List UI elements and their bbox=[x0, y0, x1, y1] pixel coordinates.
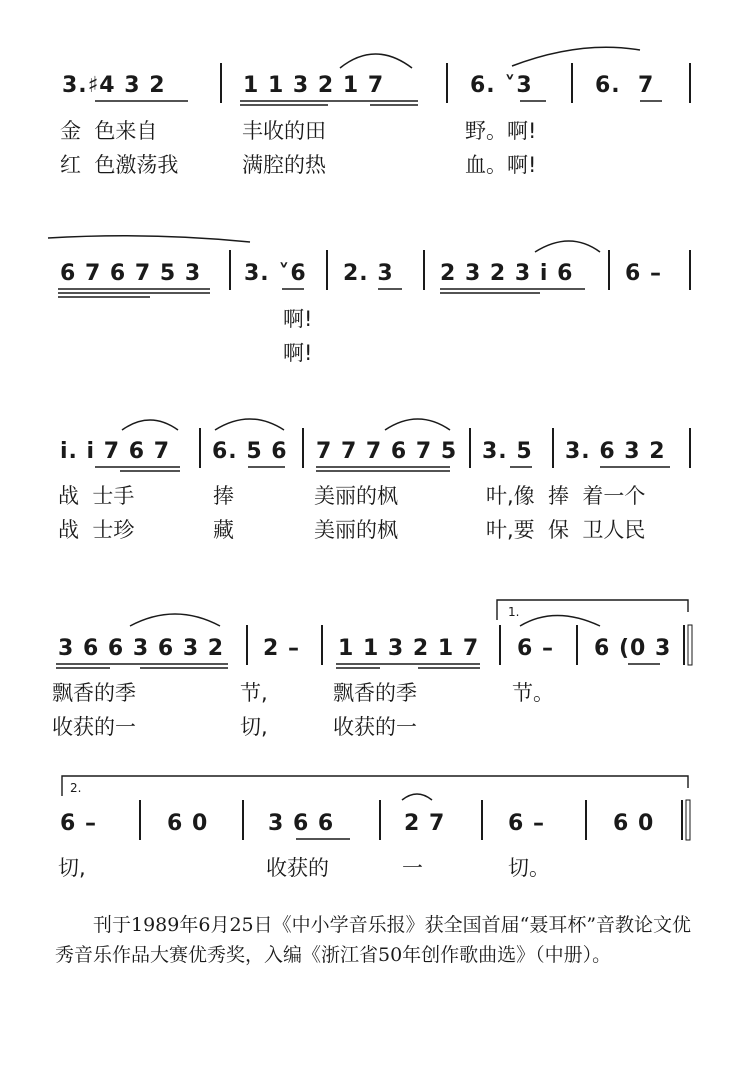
barlines-row-2 bbox=[230, 250, 690, 290]
measure-notes: 3 6 6 bbox=[268, 811, 335, 836]
lyric-text: 血。啊! bbox=[465, 153, 537, 177]
lyric-text: 切。 bbox=[508, 856, 550, 880]
measure-notes: 6 (0 3 bbox=[594, 636, 672, 661]
lyric-text: 藏 bbox=[213, 518, 234, 542]
measure-notes: 1 1 3 2 1 7 bbox=[338, 636, 480, 661]
measure-notes: 6 0 bbox=[613, 811, 655, 836]
lyric-text: 切, bbox=[240, 715, 268, 739]
lyric-text: 啊! bbox=[283, 307, 313, 331]
lyric-text: 飘香的季 bbox=[333, 681, 417, 705]
slur bbox=[402, 794, 432, 800]
measure-notes: 3 6 6 3 6 3 2 bbox=[58, 636, 225, 661]
measure-notes: 6 0 bbox=[167, 811, 209, 836]
slur bbox=[535, 241, 600, 252]
barlines-row-4 bbox=[247, 625, 684, 665]
lyric-text: 野。啊! bbox=[465, 119, 537, 143]
measure-notes: 3. ˅6 bbox=[244, 261, 307, 286]
lyric-text: 收获的一 bbox=[52, 715, 136, 739]
lyric-text: 捧 bbox=[213, 484, 234, 508]
slur bbox=[122, 420, 178, 430]
lyric-text: 金 色来自 bbox=[60, 119, 158, 143]
measure-notes: 1 1 3 2 1 7 bbox=[243, 73, 385, 98]
lyric-text: 叶,要 保 卫人民 bbox=[486, 518, 646, 542]
measure-notes: 3.♯4 3 2 bbox=[62, 73, 166, 98]
lyric-text: 切, bbox=[58, 856, 86, 880]
measure-notes: 6 – bbox=[517, 636, 554, 661]
slur bbox=[520, 616, 600, 627]
measure-notes: 3. 6 3 2 bbox=[565, 439, 666, 464]
slur bbox=[385, 419, 450, 430]
volta-1-bracket bbox=[497, 600, 688, 620]
barlines-row-3 bbox=[200, 428, 690, 468]
slur bbox=[130, 614, 220, 626]
lyric-text: 收获的 bbox=[266, 856, 329, 880]
lyric-text: 满腔的热 bbox=[242, 153, 326, 177]
measure-notes: 6 – bbox=[60, 811, 97, 836]
lyric-text: 红 色激荡我 bbox=[60, 153, 179, 177]
final-thick-bar bbox=[686, 800, 690, 840]
slur bbox=[340, 54, 412, 68]
beams-row-1 bbox=[95, 101, 662, 105]
barlines-row-1 bbox=[221, 63, 690, 103]
lyric-text: 丰收的田 bbox=[242, 119, 326, 143]
tie-from-previous-row bbox=[48, 236, 250, 242]
publication-footnote: 刊于1989年6月25日《中小学音乐报》获全国首届“聂耳杯”音教论文优秀音乐作品大赛优秀奖，入编《浙江省50年创作歌曲选》（中册）。 bbox=[55, 914, 692, 967]
measure-notes: 2 7 bbox=[404, 811, 446, 836]
lyric-text: 啊! bbox=[283, 341, 313, 365]
measure-notes: i. i 7 6 7 bbox=[60, 439, 170, 464]
slur bbox=[215, 419, 284, 430]
measure-notes: 2. 3 bbox=[343, 261, 394, 286]
lyric-text: 美丽的枫 bbox=[314, 484, 398, 508]
measure-notes: 3. 5 bbox=[482, 439, 533, 464]
measure-notes: 6. 7 bbox=[595, 73, 655, 98]
measure-notes: 6 – bbox=[625, 261, 662, 286]
beams-row-3 bbox=[95, 467, 670, 471]
lyric-text: 节, bbox=[240, 681, 268, 705]
lyric-text: 一 bbox=[402, 856, 423, 880]
lyric-text: 战 士珍 bbox=[58, 518, 135, 542]
lyric-text: 战 士手 bbox=[58, 484, 135, 508]
slur bbox=[512, 47, 640, 66]
barlines-row-5 bbox=[140, 800, 682, 840]
lyric-text: 飘香的季 bbox=[52, 681, 136, 705]
repeat-end-thick-bar bbox=[688, 625, 692, 665]
volta-2-bracket bbox=[62, 776, 688, 796]
beams-row-4 bbox=[56, 664, 660, 668]
measure-notes: 6 7 6 7 5 3 bbox=[60, 261, 202, 286]
beams-row-2 bbox=[58, 289, 585, 297]
measure-notes: 6. 5 6 bbox=[212, 439, 288, 464]
volta-1-label: 1. bbox=[508, 605, 520, 619]
measure-notes: 2 – bbox=[263, 636, 300, 661]
measure-notes: 2 3 2 3 i 6 bbox=[440, 261, 574, 286]
volta-2-label: 2. bbox=[70, 781, 82, 795]
lyric-text: 美丽的枫 bbox=[314, 518, 398, 542]
lyric-text: 叶,像 捧 着一个 bbox=[486, 484, 646, 508]
lyric-text: 节。 bbox=[512, 681, 554, 705]
measure-notes: 6. ˅3 bbox=[470, 73, 533, 98]
measure-notes: 7 7 7 6 7 5 bbox=[316, 439, 458, 464]
lyric-text: 收获的一 bbox=[333, 715, 417, 739]
measure-notes: 6 – bbox=[508, 811, 545, 836]
